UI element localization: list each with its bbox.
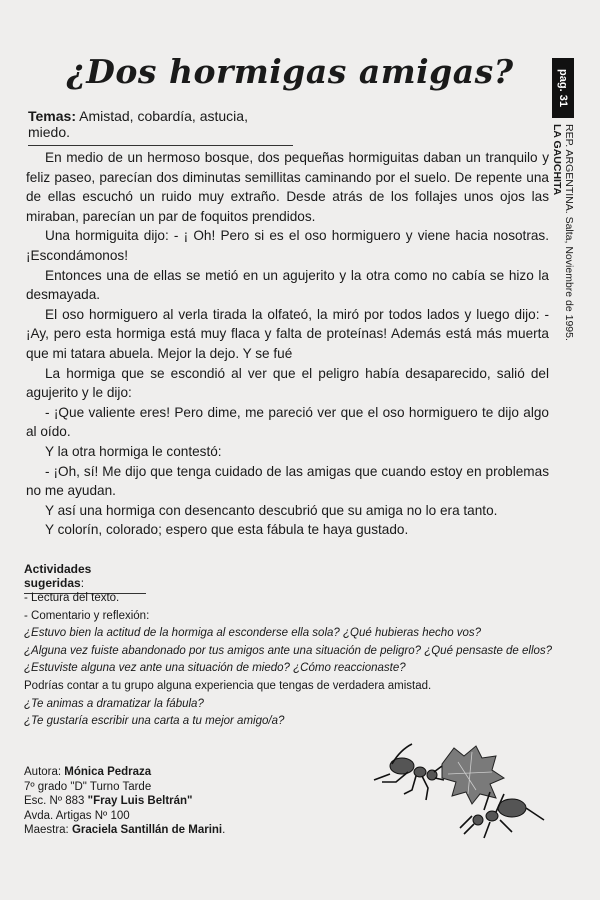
publication-line <box>551 124 575 341</box>
story-paragraph: Entonces una de ellas se metió en un agujerito y la otra como no cabía se hizo la desmayada. <box>26 267 549 303</box>
page-number: pag. 31 <box>557 69 569 107</box>
school-label: Esc. Nº 883 <box>24 795 88 808</box>
activity-item: - Comentario y reflexión: <box>24 609 150 622</box>
story-paragraph: Una hormiguita dijo: - ¡ Oh! Pero si es el oso hormiguero y viene hacia nosotras. ¡Escondámonos! <box>26 228 549 263</box>
teacher-name: Graciela Santillán de Marini <box>71 824 223 837</box>
school-name: "Fray Luis Beltrán" <box>87 795 193 808</box>
activities-list <box>24 590 554 731</box>
activity-question: ¿Te gustaría escribir una carta a tu mejor amigo/a? <box>24 715 285 728</box>
publication-location: REP. ARGENTINA. Salta, Noviembre de 1995. <box>563 124 575 341</box>
story-paragraph: - ¡Que valiente eres! Pero dime, me pareció ver que el oso hormiguero te dijo algo al oído. <box>26 404 549 440</box>
credit-grade: 7º grado "D" Turno Tarde <box>24 780 152 793</box>
themes-line <box>28 108 293 146</box>
credit-author <box>24 765 225 780</box>
credits <box>24 765 225 838</box>
author-name: Mónica Pedraza <box>64 766 152 778</box>
story-paragraph: Y así una hormiga con desencanto descubrió que su amiga no lo era tanto. <box>45 502 498 518</box>
activity-item: - Lectura del texto. <box>24 592 120 604</box>
activity-question: ¿Te animas a dramatizar la fábula? <box>24 697 204 710</box>
story-paragraph: Y la otra hormiga le contestó: <box>45 443 222 459</box>
story-paragraph: - ¡Oh, sí! Me dijo que tenga cuidado de las amigas que cuando estoy en problemas no me ayudan. <box>26 463 549 499</box>
author-label: Autora: <box>24 766 65 778</box>
activity-question: ¿Estuviste alguna vez ante una situación de miedo? ¿Cómo reaccionaste? <box>24 662 406 675</box>
credit-teacher <box>24 823 225 838</box>
story-text <box>26 148 549 540</box>
themes-value: Amistad, cobardía, astucia, miedo. <box>28 108 248 140</box>
teacher-end: . <box>222 824 226 837</box>
story-paragraph: En medio de un hermoso bosque, dos pequeñas hormiguitas daban un tranquilo y feliz paseo, parecían dos diminutas semillitas caminando por el suelo. De repente una de ellas escuchó un ruido muy extraño. Desde atrás de los follajes unos ojos las miraban, parecían un par de foquitos prendidos. <box>26 150 549 224</box>
teacher-label: Maestra: <box>24 824 72 837</box>
story-paragraph: La hormiga que se escondió al ver que el peligro había desaparecido, salió del agujerito y le dijo: <box>26 365 549 401</box>
themes-label: Temas: <box>28 108 76 124</box>
publication-name: LA GAUCHITA <box>551 124 563 196</box>
activity-question: ¿Alguna vez fuiste abandonado por tus amigos ante una situación de peligro? ¿Qué pensaste de ellos? <box>24 644 553 657</box>
credit-school <box>24 794 225 809</box>
two-ants-with-leaf-icon <box>372 742 547 842</box>
publication-sideline <box>553 124 573 564</box>
activities-heading-text: Actividades sugeridas <box>24 562 92 590</box>
activities-heading-colon: : <box>80 576 85 590</box>
credit-address: Avda. Artigas Nº 100 <box>24 809 130 822</box>
story-paragraph: El oso hormiguero al verla tirada la olfateó, la miró por todos lados y luego dijo: - ¡Ay, pero esta hormiga está muy flaca y falta de proteínas! Además está más muerta que mi tatara abuela. Mejor la dejo. Y se fué <box>26 306 549 361</box>
activity-item: Podrías contar a tu grupo alguna experiencia que tengas de verdadera amistad. <box>24 679 432 692</box>
page-title: ¿Dos hormigas amigas? <box>66 52 514 91</box>
story-paragraph: Y colorín, colorado; espero que esta fábula te haya gustado. <box>45 522 409 538</box>
page-number-tab <box>552 58 574 118</box>
activity-question: ¿Estuvo bien la actitud de la hormiga al esconderse ella sola? ¿Qué hubieras hecho vos? <box>24 627 482 640</box>
